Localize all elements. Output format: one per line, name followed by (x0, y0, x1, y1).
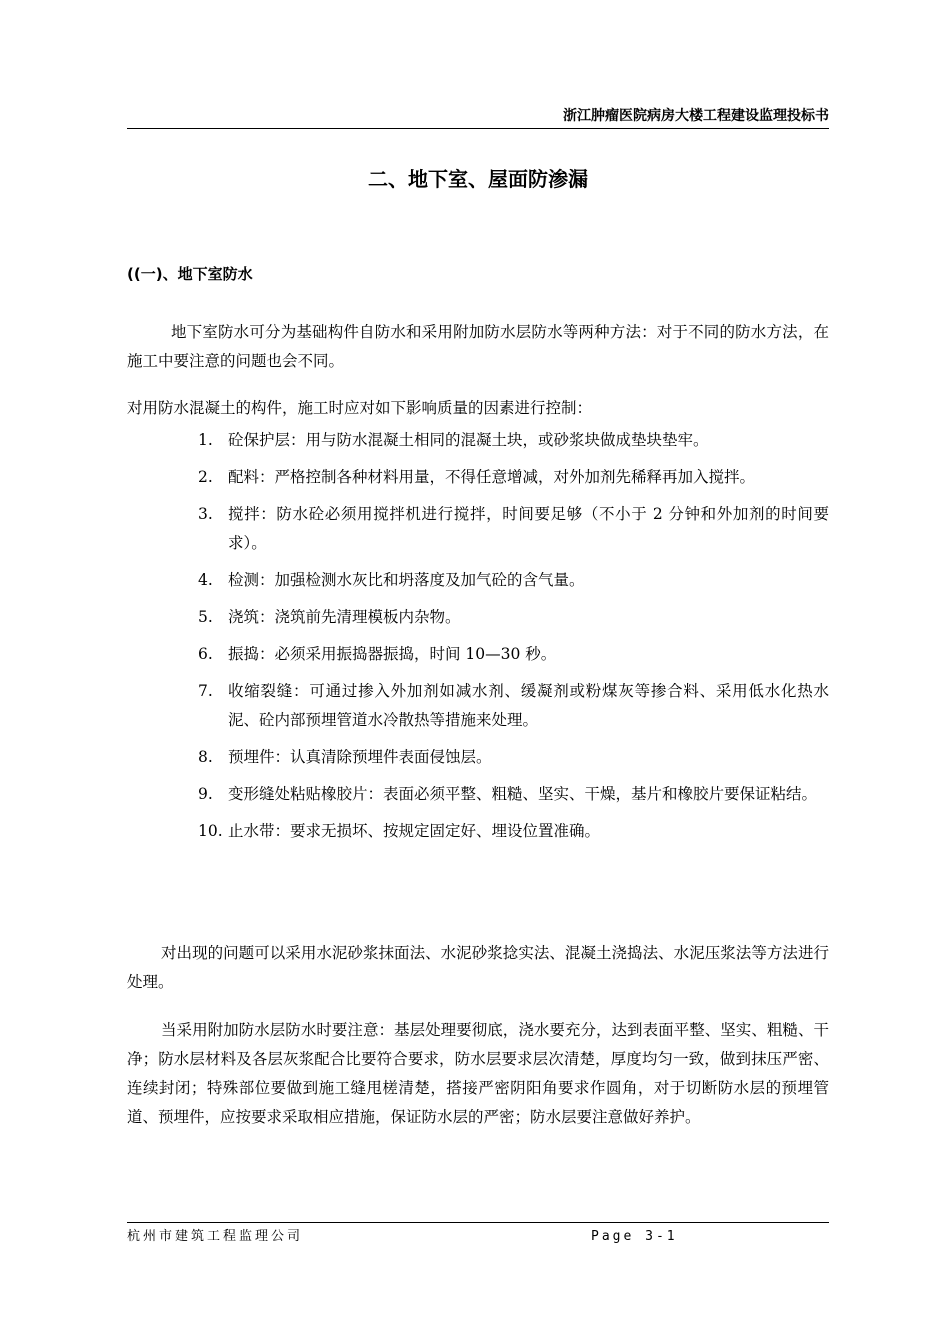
list-item-text: 预埋件：认真清除预埋件表面侵蚀层。 (228, 748, 492, 766)
intro-paragraph: 地下室防水可分为基础构件自防水和采用附加防水层防水等两种方法：对于不同的防水方法，在施工中要注意的问题也会不同。 (127, 323, 829, 370)
list-item-number: 4. (198, 571, 213, 589)
list-item-text: 砼保护层：用与防水混凝土相同的混凝土块，或砂浆块做成垫块垫牢。 (228, 431, 709, 449)
problems-paragraph: 对出现的问题可以采用水泥砂浆抹面法、水泥砂浆捻实法、混凝土浇捣法、水泥压浆法等方法进行处理。 (127, 944, 829, 991)
additional-layer-paragraph: 当采用附加防水层防水时要注意：基层处理要彻底，浇水要充分，达到表面平整、坚实、粗糙、干净；防水层材料及各层灰浆配合比要符合要求，防水层要求层次清楚，厚度均匀一致，做到抹压严密、连续封闭；特殊部位要做到施工缝甩槎清楚，搭接严密阴阳角要求作圆角，对于切断防水层的预埋管道、预埋件，应按要求采取相应措施，保证防水层的严密；防水层要注意做好养护。 (127, 1021, 829, 1126)
list-item (127, 603, 829, 632)
list-item (127, 780, 829, 809)
list-item (127, 677, 829, 735)
header-doc-title: 浙江肿瘤医院病房大楼工程建设监理投标书 (563, 108, 829, 124)
list-item (127, 640, 829, 669)
list-item-number: 7. (198, 682, 213, 700)
list-item-number: 2. (198, 468, 213, 486)
section-heading: ((一)、地下室防水 (127, 265, 253, 283)
list-item-text: 浇筑：浇筑前先清理模板内杂物。 (228, 608, 461, 626)
control-factors-list (127, 426, 829, 854)
list-item-number: 8. (198, 748, 213, 766)
list-item (127, 566, 829, 595)
list-item-number: 6. (198, 645, 213, 663)
list-item-text: 搅拌：防水砼必须用搅拌机进行搅拌，时间要足够（不小于 2 分钟和外加剂的时间要求）。 (228, 505, 829, 552)
footer-page-number: Page 3-1 (591, 1229, 678, 1244)
list-item-text: 振捣：必须采用振捣器振捣，时间 10—30 秒。 (228, 645, 557, 663)
list-item-number: 5. (198, 608, 213, 626)
list-item (127, 817, 829, 846)
page-footer (127, 1222, 829, 1244)
list-item (127, 743, 829, 772)
page-header (127, 106, 829, 129)
list-item (127, 463, 829, 492)
concrete-paragraph: 对用防水混凝土的构件，施工时应对如下影响质量的因素进行控制： (127, 399, 593, 417)
list-item-text: 配料：严格控制各种材料用量，不得任意增减，对外加剂先稀释再加入搅拌。 (228, 468, 756, 486)
list-item-number: 3. (198, 505, 213, 523)
list-item-text: 检测：加强检测水灰比和坍落度及加气砼的含气量。 (228, 571, 585, 589)
list-item (127, 426, 829, 455)
chapter-title: 二、地下室、屋面防渗漏 (368, 167, 588, 191)
footer-company: 杭州市建筑工程监理公司 (127, 1229, 304, 1244)
list-item-number: 9. (198, 785, 213, 803)
list-item-number: 1. (198, 431, 213, 449)
list-item-text: 止水带：要求无损坏、按规定固定好、埋设位置准确。 (228, 822, 601, 840)
list-item-text: 收缩裂缝：可通过掺入外加剂如减水剂、缓凝剂或粉煤灰等掺合料、采用低水化热水泥、砼内部预埋管道水冷散热等措施来处理。 (228, 682, 829, 729)
list-item-text: 变形缝处粘贴橡胶片：表面必须平整、粗糙、坚实、干燥，基片和橡胶片要保证粘结。 (228, 785, 818, 803)
list-item (127, 500, 829, 558)
list-item-number: 10. (198, 822, 223, 840)
